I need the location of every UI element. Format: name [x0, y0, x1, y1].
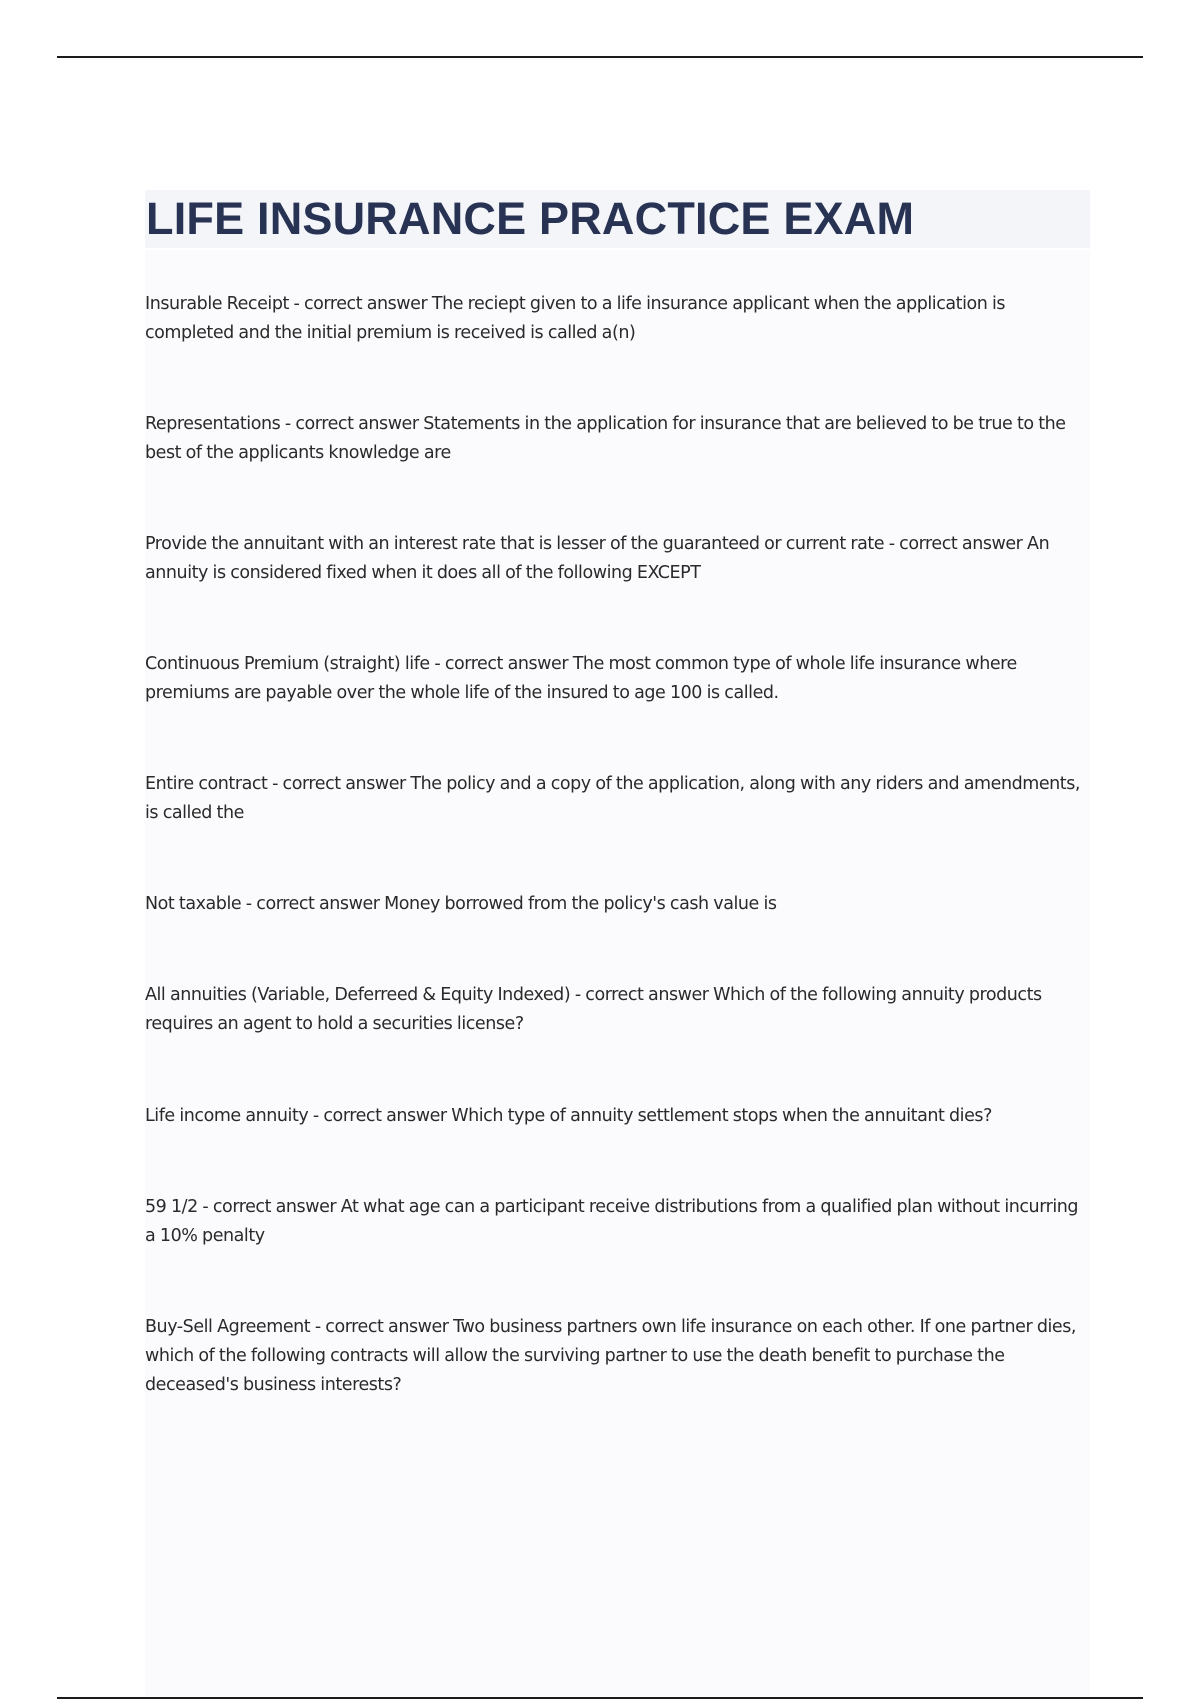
qa-question: The reciept given to a life insurance applicant when the application is completed and the initial premium is received is called a(n): [145, 294, 1006, 343]
qa-item: [145, 1313, 1085, 1400]
qa-item: [145, 530, 1085, 588]
qa-question: Which of the following annuity products requires an agent to hold a securities license?: [145, 985, 1042, 1034]
qa-item: [145, 1102, 1085, 1131]
qa-separator: - correct answer: [308, 1106, 452, 1126]
qa-separator: - correct answer: [267, 774, 411, 794]
qa-separator: - correct answer: [241, 894, 385, 914]
qa-question: Two business partners own life insurance on each other. If one partner dies, which of the following contracts will allow the surviving partner to use the death benefit to purchase the deceased's business interests?: [145, 1317, 1077, 1395]
qa-answer: Provide the annuitant with an interest rate that is lesser of the guaranteed or current rate: [145, 534, 885, 554]
qa-item: [145, 890, 1085, 919]
qa-question: At what age can a participant receive distributions from a qualified plan without incurring a 10% penalty: [145, 1197, 1079, 1246]
qa-answer: Not taxable: [145, 894, 242, 914]
qa-answer: Buy-Sell Agreement: [145, 1317, 311, 1337]
qa-separator: - correct answer: [310, 1317, 454, 1337]
qa-question: Which type of annuity settlement stops when the annuitant dies?: [451, 1106, 992, 1126]
qa-question: Money borrowed from the policy's cash value is: [384, 894, 777, 914]
qa-question: The most common type of whole life insurance where premiums are payable over the whole life of the insured to age 100 is called.: [145, 654, 1017, 703]
qa-answer: Continuous Premium (straight) life: [145, 654, 430, 674]
qa-separator: - correct answer: [884, 534, 1028, 554]
qa-question: The policy and a copy of the application, along with any riders and amendments, is called the: [145, 774, 1081, 823]
top-rule: [57, 56, 1143, 58]
qa-separator: - correct answer: [570, 985, 714, 1005]
page-title: LIFE INSURANCE PRACTICE EXAM: [146, 193, 915, 244]
qa-question: Statements in the application for insurance that are believed to be true to the best of the applicants knowledge are: [145, 414, 1066, 463]
qa-question: An annuity is considered fixed when it does all of the following EXCEPT: [145, 534, 1050, 583]
qa-answer: Representations: [145, 414, 281, 434]
qa-item: [145, 290, 1085, 348]
qa-answer: All annuities (Variable, Deferreed & Equity Indexed): [145, 985, 571, 1005]
qa-answer: Entire contract: [145, 774, 268, 794]
qa-item: [145, 981, 1085, 1039]
qa-item: [145, 770, 1085, 828]
qa-answer: Life income annuity: [145, 1106, 309, 1126]
qa-answer: 59 1/2: [145, 1197, 198, 1217]
qa-separator: - correct answer: [288, 294, 432, 314]
bottom-rule: [57, 1697, 1143, 1699]
qa-answer: Insurable Receipt: [145, 294, 289, 314]
qa-item: [145, 410, 1085, 468]
qa-separator: - correct answer: [280, 414, 424, 434]
qa-separator: - correct answer: [429, 654, 573, 674]
qa-item: [145, 1193, 1085, 1251]
qa-item: [145, 650, 1085, 708]
qa-separator: - correct answer: [197, 1197, 341, 1217]
